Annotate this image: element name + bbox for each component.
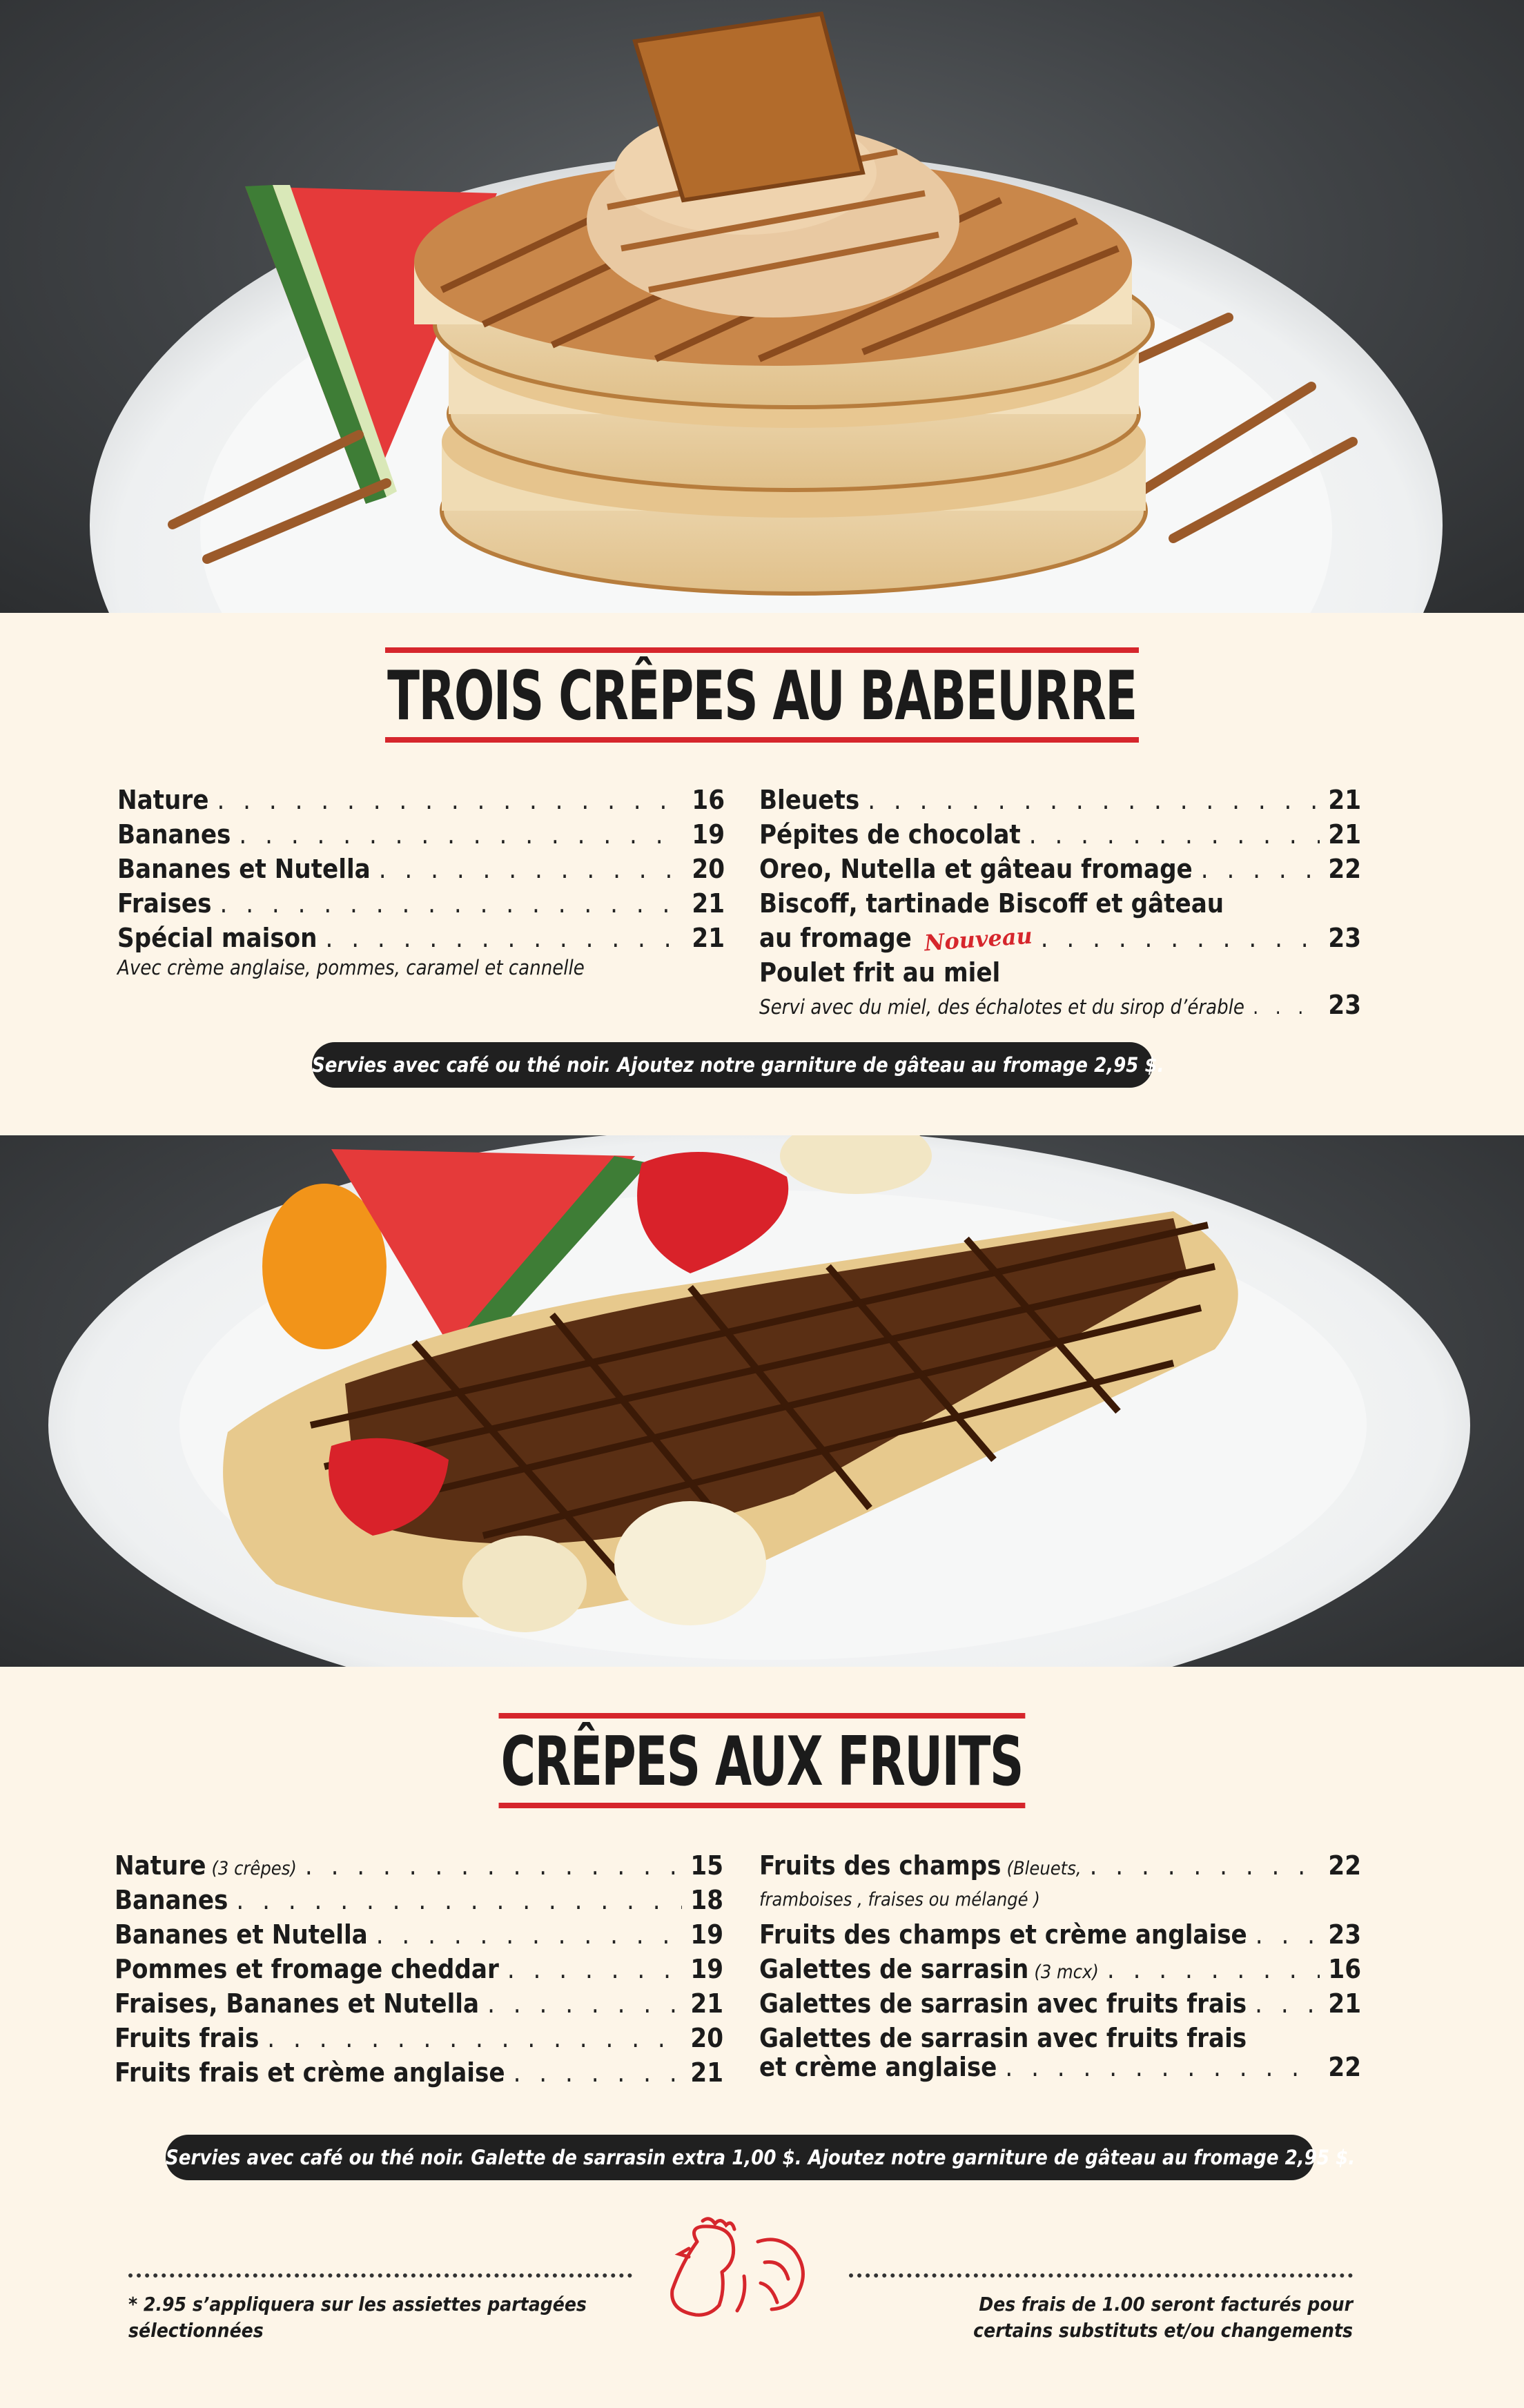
- item-name: Pommes et fromage cheddar: [115, 1954, 499, 1984]
- footer-divider-left: [128, 2273, 632, 2278]
- menu-item: [759, 1917, 1361, 1952]
- menu-item: [115, 1883, 723, 1917]
- fruit-left-column: [115, 1848, 723, 2090]
- item-price: 21: [1328, 1988, 1361, 2019]
- item-price: 16: [692, 785, 725, 815]
- menu-item: [117, 783, 725, 817]
- item-name: Nature: [115, 1850, 206, 1881]
- item-name: Biscoff, tartinade Biscoff et gâteau: [759, 888, 1224, 919]
- item-price: 22: [1328, 1850, 1361, 1881]
- menu-item: [759, 783, 1361, 817]
- item-name: Bleuets: [759, 785, 860, 815]
- buttermilk-right-column: [759, 783, 1361, 1022]
- item-name: Bananes et Nutella: [117, 854, 371, 884]
- menu-item-poulet: [759, 955, 1361, 990]
- menu-item: [115, 1848, 723, 1883]
- item-price: 22: [1328, 854, 1361, 884]
- menu-item: [759, 1952, 1361, 1986]
- item-name: Fruits des champs: [759, 1850, 1002, 1881]
- item-name: Poulet frit au miel: [759, 957, 1001, 988]
- menu-item: [117, 852, 725, 886]
- pancakes-photo: [0, 0, 1524, 613]
- item-note: framboises , fraises ou mélangé ): [759, 1889, 1040, 1910]
- item-price: 21: [690, 1988, 723, 2019]
- item-description-row: [759, 990, 1361, 1022]
- item-price: 19: [690, 1954, 723, 1984]
- buttermilk-left-column: [117, 783, 725, 980]
- menu-item-champs-note: [759, 1883, 1361, 1917]
- item-note: (Bleuets,: [1006, 1858, 1082, 1879]
- item-price: 19: [692, 819, 725, 850]
- item-price: 21: [690, 2057, 723, 2088]
- menu-item: [115, 2021, 723, 2055]
- item-price: 16: [1328, 1954, 1361, 1984]
- footer-note-left: * 2.95 s’appliquera sur les assiettes partagées sélectionnées: [128, 2293, 587, 2342]
- item-name: Galettes de sarrasin: [759, 1954, 1029, 1984]
- serving-note-pill: Servies avec café ou thé noir. Ajoutez notre garniture de gâteau au fromage 2,95 $.: [312, 1042, 1153, 1088]
- item-description: Avec crème anglaise, pommes, caramel et cannelle: [117, 956, 585, 979]
- menu-item: [117, 921, 725, 955]
- item-price: 23: [1328, 1919, 1361, 1950]
- item-price: 20: [690, 2023, 723, 2053]
- item-note: (3 crêpes): [211, 1858, 297, 1879]
- footer-note-right: Des frais de 1.00 seront facturés pour certains substituts et/ou changements: [973, 2293, 1353, 2342]
- menu-item: [115, 2055, 723, 2090]
- crepe-photo: [0, 1135, 1524, 1667]
- section-title-buttermilk: TROIS CRÊPES AU BABEURRE: [385, 647, 1139, 743]
- item-note: (3 mcx): [1034, 1961, 1099, 1983]
- footer-divider-right: [849, 2273, 1353, 2278]
- menu-item: [759, 1986, 1361, 2021]
- item-price: 21: [692, 923, 725, 953]
- menu-item: [115, 1986, 723, 2021]
- menu-item: [117, 886, 725, 921]
- menu-item: [115, 1917, 723, 1952]
- item-name: Bananes: [115, 1885, 228, 1915]
- item-name: et crème anglaise: [759, 2052, 997, 2082]
- item-name: au fromage: [759, 923, 912, 953]
- item-name: Fraises: [117, 888, 212, 919]
- new-badge: Nouveau: [923, 922, 1033, 957]
- item-name: Bananes et Nutella: [115, 1919, 368, 1950]
- item-name: Oreo, Nutella et gâteau fromage: [759, 854, 1193, 884]
- menu-item: [115, 1952, 723, 1986]
- menu-item-biscoff-line1: [759, 886, 1361, 921]
- menu-item-galette: [759, 2050, 1361, 2084]
- item-price: 21: [1328, 819, 1361, 850]
- item-name: Pépites de chocolat: [759, 819, 1021, 850]
- item-name: Fruits frais: [115, 2023, 260, 2053]
- item-name: Galettes de sarrasin avec fruits frais: [759, 1988, 1247, 2019]
- item-name: Nature: [117, 785, 209, 815]
- rooster-logo-icon: [661, 2214, 820, 2324]
- item-price: 23: [1328, 990, 1361, 1020]
- item-price: 18: [690, 1885, 723, 1915]
- serving-note-pill: Servies avec café ou thé noir. Galette de sarrasin extra 1,00 $. Ajoutez notre garniture de gâteau au fromage 2,95 $.: [166, 2135, 1314, 2180]
- item-price: 19: [690, 1919, 723, 1950]
- menu-item-biscoff: [759, 921, 1361, 955]
- item-price: 15: [690, 1850, 723, 1881]
- menu-item: [759, 852, 1361, 886]
- item-description: Servi avec du miel, des échalotes et du sirop d’érable: [759, 995, 1244, 1019]
- item-price: 21: [1328, 785, 1361, 815]
- section-title-fruit-crepes: CRÊPES AUX FRUITS: [499, 1713, 1025, 1808]
- item-name: Fraises, Bananes et Nutella: [115, 1988, 480, 2019]
- item-name: Spécial maison: [117, 923, 318, 953]
- item-price: 23: [1328, 923, 1361, 953]
- item-name: Bananes: [117, 819, 231, 850]
- item-name: Fruits des champs et crème anglaise: [759, 1919, 1247, 1950]
- item-name: Galettes de sarrasin avec fruits frais: [759, 2023, 1247, 2053]
- menu-item: [759, 817, 1361, 852]
- menu-item: [117, 817, 725, 852]
- fruit-right-column: [759, 1848, 1361, 2084]
- item-name: Fruits frais et crème anglaise: [115, 2057, 505, 2088]
- item-price: 20: [692, 854, 725, 884]
- item-price: 21: [692, 888, 725, 919]
- menu-item-champs: [759, 1848, 1361, 1883]
- item-price: 22: [1328, 2052, 1361, 2082]
